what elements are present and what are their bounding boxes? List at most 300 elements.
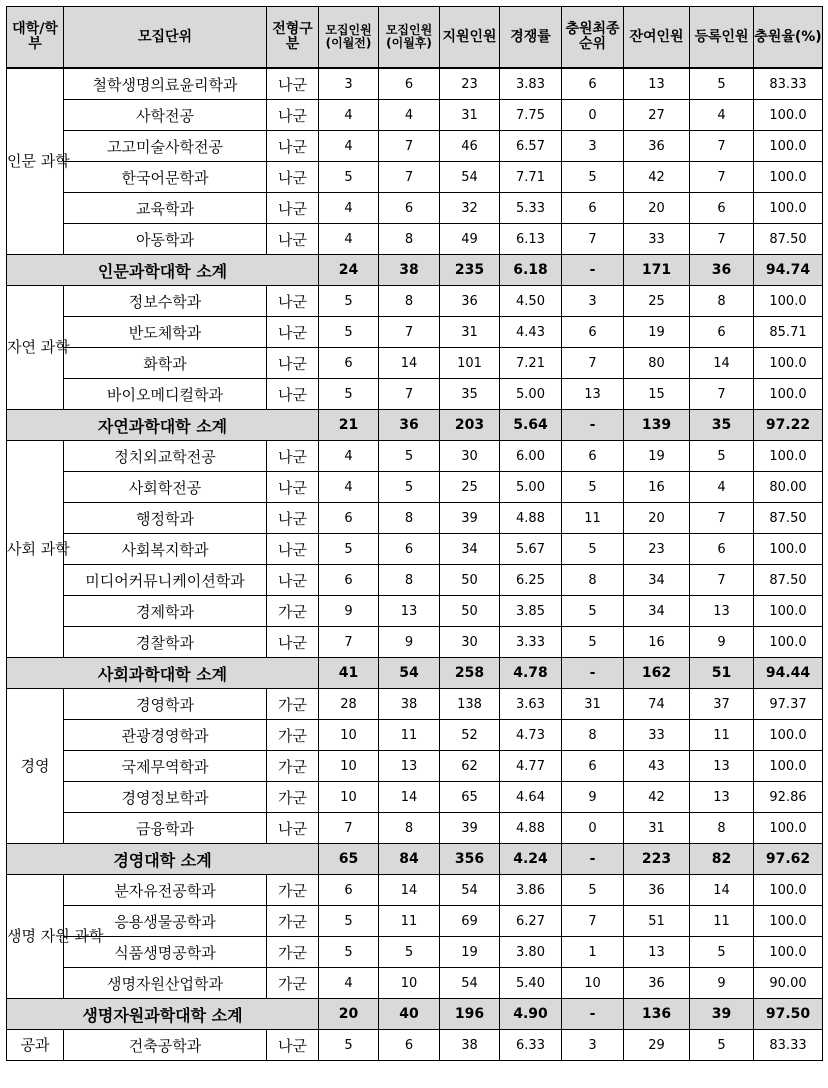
fill-rate-cell: 85.71 (754, 317, 823, 348)
fill-rate-cell: 97.22 (754, 410, 823, 441)
applicants-cell: 31 (440, 100, 500, 131)
type-cell: 가군 (267, 782, 319, 813)
fill-rate-cell: 97.62 (754, 844, 823, 875)
quota-after-cell: 14 (379, 348, 440, 379)
ratio-cell: 3.83 (500, 68, 562, 100)
applicants-cell: 65 (440, 782, 500, 813)
quota-before-cell: 3 (319, 68, 379, 100)
table-row (7, 441, 823, 472)
major-cell: 정보수학과 (64, 286, 267, 317)
fill-rate-cell: 97.50 (754, 999, 823, 1030)
major-cell: 생명자원산업학과 (64, 968, 267, 999)
applicants-cell: 36 (440, 286, 500, 317)
table-row (7, 100, 823, 131)
quota-after-cell: 84 (379, 844, 440, 875)
ratio-cell: 4.88 (500, 503, 562, 534)
applicants-cell: 19 (440, 937, 500, 968)
quota-after-cell: 7 (379, 379, 440, 410)
ratio-cell: 3.63 (500, 689, 562, 720)
ratio-cell: 4.88 (500, 813, 562, 844)
type-cell: 나군 (267, 472, 319, 503)
ratio-cell: 6.57 (500, 131, 562, 162)
type-cell: 나군 (267, 317, 319, 348)
college-cell: 생명 자원 과학 (7, 875, 64, 999)
ratio-cell: 5.64 (500, 410, 562, 441)
table-row (7, 348, 823, 379)
ratio-cell: 6.27 (500, 906, 562, 937)
major-cell: 아동학과 (64, 224, 267, 255)
enrolled-cell: 9 (690, 627, 754, 658)
table-row (7, 813, 823, 844)
type-cell: 가군 (267, 906, 319, 937)
table-row (7, 875, 823, 906)
applicants-cell: 203 (440, 410, 500, 441)
table-row (7, 224, 823, 255)
table-body (7, 68, 823, 1061)
subtotal-row (7, 844, 823, 875)
subtotal-row (7, 999, 823, 1030)
college-cell: 사회 과학 (7, 441, 64, 658)
fill-rate-cell: 83.33 (754, 68, 823, 100)
quota-before-cell: 5 (319, 1030, 379, 1061)
remaining-cell: 33 (624, 224, 690, 255)
quota-after-cell: 8 (379, 565, 440, 596)
type-cell: 나군 (267, 1030, 319, 1061)
table-row (7, 782, 823, 813)
ratio-cell: 3.86 (500, 875, 562, 906)
college-cell: 경영 (7, 689, 64, 844)
quota-after-cell: 40 (379, 999, 440, 1030)
ratio-cell: 4.64 (500, 782, 562, 813)
enrolled-cell: 11 (690, 906, 754, 937)
type-cell: 나군 (267, 286, 319, 317)
quota-after-cell: 6 (379, 68, 440, 100)
fill-rate-cell: 100.0 (754, 193, 823, 224)
type-cell: 가군 (267, 720, 319, 751)
table-row (7, 906, 823, 937)
enrolled-cell: 6 (690, 317, 754, 348)
final-rank-cell: 0 (562, 813, 624, 844)
header-applicants: 지원인원 (440, 7, 500, 69)
subtotal-row (7, 410, 823, 441)
type-cell: 나군 (267, 224, 319, 255)
fill-rate-cell: 100.0 (754, 162, 823, 193)
final-rank-cell: - (562, 999, 624, 1030)
ratio-cell: 6.25 (500, 565, 562, 596)
remaining-cell: 13 (624, 937, 690, 968)
type-cell: 나군 (267, 813, 319, 844)
ratio-cell: 6.00 (500, 441, 562, 472)
applicants-cell: 39 (440, 503, 500, 534)
table-row (7, 131, 823, 162)
fill-rate-cell: 100.0 (754, 441, 823, 472)
applicants-cell: 235 (440, 255, 500, 286)
quota-before-cell: 5 (319, 379, 379, 410)
applicants-cell: 50 (440, 565, 500, 596)
quota-before-cell: 4 (319, 441, 379, 472)
table-row (7, 472, 823, 503)
major-cell: 식품생명공학과 (64, 937, 267, 968)
quota-before-cell: 5 (319, 534, 379, 565)
final-rank-cell: 9 (562, 782, 624, 813)
header-enrolled: 등록인원 (690, 7, 754, 69)
type-cell: 나군 (267, 68, 319, 100)
quota-before-cell: 9 (319, 596, 379, 627)
final-rank-cell: 6 (562, 193, 624, 224)
fill-rate-cell: 100.0 (754, 131, 823, 162)
quota-before-cell: 41 (319, 658, 379, 689)
major-cell: 응용생물공학과 (64, 906, 267, 937)
enrolled-cell: 39 (690, 999, 754, 1030)
subtotal-row (7, 658, 823, 689)
enrolled-cell: 13 (690, 751, 754, 782)
ratio-cell: 4.90 (500, 999, 562, 1030)
applicants-cell: 38 (440, 1030, 500, 1061)
fill-rate-cell: 80.00 (754, 472, 823, 503)
remaining-cell: 139 (624, 410, 690, 441)
quota-before-cell: 28 (319, 689, 379, 720)
fill-rate-cell: 100.0 (754, 379, 823, 410)
applicants-cell: 46 (440, 131, 500, 162)
ratio-cell: 5.67 (500, 534, 562, 565)
table-row (7, 534, 823, 565)
college-cell: 인문 과학 (7, 68, 64, 255)
quota-before-cell: 5 (319, 906, 379, 937)
applicants-cell: 196 (440, 999, 500, 1030)
applicants-cell: 30 (440, 627, 500, 658)
final-rank-cell: 7 (562, 348, 624, 379)
college-cell: 공과 (7, 1030, 64, 1061)
major-cell: 미디어커뮤니케이션학과 (64, 565, 267, 596)
applicants-cell: 30 (440, 441, 500, 472)
applicants-cell: 32 (440, 193, 500, 224)
quota-after-cell: 9 (379, 627, 440, 658)
final-rank-cell: 13 (562, 379, 624, 410)
ratio-cell: 6.18 (500, 255, 562, 286)
enrolled-cell: 82 (690, 844, 754, 875)
fill-rate-cell: 100.0 (754, 627, 823, 658)
table-row (7, 565, 823, 596)
final-rank-cell: 5 (562, 534, 624, 565)
table-row (7, 627, 823, 658)
remaining-cell: 162 (624, 658, 690, 689)
type-cell: 나군 (267, 534, 319, 565)
enrolled-cell: 6 (690, 193, 754, 224)
ratio-cell: 3.80 (500, 937, 562, 968)
quota-before-cell: 20 (319, 999, 379, 1030)
header-unit: 모집단위 (64, 7, 267, 69)
fill-rate-cell: 100.0 (754, 937, 823, 968)
subtotal-row (7, 255, 823, 286)
ratio-cell: 7.75 (500, 100, 562, 131)
type-cell: 나군 (267, 565, 319, 596)
applicants-cell: 34 (440, 534, 500, 565)
table-row (7, 751, 823, 782)
fill-rate-cell: 100.0 (754, 813, 823, 844)
quota-before-cell: 7 (319, 813, 379, 844)
enrolled-cell: 11 (690, 720, 754, 751)
final-rank-cell: 5 (562, 162, 624, 193)
applicants-cell: 25 (440, 472, 500, 503)
quota-before-cell: 4 (319, 968, 379, 999)
final-rank-cell: 5 (562, 596, 624, 627)
table-row (7, 720, 823, 751)
applicants-cell: 35 (440, 379, 500, 410)
fill-rate-cell: 87.50 (754, 565, 823, 596)
major-cell: 국제무역학과 (64, 751, 267, 782)
quota-after-cell: 6 (379, 1030, 440, 1061)
final-rank-cell: 5 (562, 627, 624, 658)
remaining-cell: 74 (624, 689, 690, 720)
quota-after-cell: 5 (379, 472, 440, 503)
quota-after-cell: 36 (379, 410, 440, 441)
remaining-cell: 42 (624, 162, 690, 193)
fill-rate-cell: 87.50 (754, 224, 823, 255)
table-row (7, 286, 823, 317)
enrolled-cell: 13 (690, 596, 754, 627)
remaining-cell: 34 (624, 565, 690, 596)
remaining-cell: 27 (624, 100, 690, 131)
type-cell: 나군 (267, 441, 319, 472)
ratio-cell: 3.85 (500, 596, 562, 627)
remaining-cell: 20 (624, 193, 690, 224)
ratio-cell: 7.21 (500, 348, 562, 379)
quota-after-cell: 38 (379, 689, 440, 720)
ratio-cell: 4.73 (500, 720, 562, 751)
type-cell: 가군 (267, 689, 319, 720)
ratio-cell: 4.50 (500, 286, 562, 317)
quota-after-cell: 13 (379, 596, 440, 627)
final-rank-cell: 6 (562, 317, 624, 348)
quota-after-cell: 10 (379, 968, 440, 999)
enrolled-cell: 14 (690, 875, 754, 906)
header-row (7, 7, 823, 69)
applicants-cell: 50 (440, 596, 500, 627)
quota-before-cell: 6 (319, 565, 379, 596)
enrolled-cell: 5 (690, 68, 754, 100)
remaining-cell: 19 (624, 441, 690, 472)
enrolled-cell: 7 (690, 162, 754, 193)
remaining-cell: 29 (624, 1030, 690, 1061)
fill-rate-cell: 94.74 (754, 255, 823, 286)
quota-after-cell: 7 (379, 317, 440, 348)
type-cell: 가군 (267, 968, 319, 999)
final-rank-cell: 6 (562, 751, 624, 782)
quota-after-cell: 38 (379, 255, 440, 286)
applicants-cell: 54 (440, 162, 500, 193)
subtotal-label-cell: 사회과학대학 소계 (7, 658, 319, 689)
remaining-cell: 15 (624, 379, 690, 410)
quota-after-cell: 6 (379, 193, 440, 224)
quota-after-cell: 11 (379, 906, 440, 937)
quota-before-cell: 24 (319, 255, 379, 286)
applicants-cell: 138 (440, 689, 500, 720)
major-cell: 화학과 (64, 348, 267, 379)
applicants-cell: 52 (440, 720, 500, 751)
enrolled-cell: 13 (690, 782, 754, 813)
header-fill-rate: 충원율(%) (754, 7, 823, 69)
quota-before-cell: 6 (319, 875, 379, 906)
applicants-cell: 23 (440, 68, 500, 100)
final-rank-cell: 31 (562, 689, 624, 720)
remaining-cell: 171 (624, 255, 690, 286)
quota-after-cell: 8 (379, 503, 440, 534)
major-cell: 철학생명의료윤리학과 (64, 68, 267, 100)
final-rank-cell: 11 (562, 503, 624, 534)
major-cell: 사회복지학과 (64, 534, 267, 565)
ratio-cell: 7.71 (500, 162, 562, 193)
ratio-cell: 4.24 (500, 844, 562, 875)
enrolled-cell: 6 (690, 534, 754, 565)
quota-before-cell: 10 (319, 751, 379, 782)
ratio-cell: 6.13 (500, 224, 562, 255)
remaining-cell: 36 (624, 131, 690, 162)
major-cell: 교육학과 (64, 193, 267, 224)
fill-rate-cell: 100.0 (754, 751, 823, 782)
quota-before-cell: 6 (319, 503, 379, 534)
remaining-cell: 23 (624, 534, 690, 565)
remaining-cell: 13 (624, 68, 690, 100)
quota-before-cell: 4 (319, 193, 379, 224)
final-rank-cell: - (562, 410, 624, 441)
enrolled-cell: 7 (690, 379, 754, 410)
major-cell: 경제학과 (64, 596, 267, 627)
applicants-cell: 69 (440, 906, 500, 937)
ratio-cell: 6.33 (500, 1030, 562, 1061)
quota-after-cell: 8 (379, 286, 440, 317)
table-row (7, 68, 823, 100)
final-rank-cell: 0 (562, 100, 624, 131)
table-row (7, 937, 823, 968)
quota-after-cell: 7 (379, 162, 440, 193)
major-cell: 경찰학과 (64, 627, 267, 658)
quota-before-cell: 4 (319, 472, 379, 503)
fill-rate-cell: 100.0 (754, 534, 823, 565)
quota-after-cell: 54 (379, 658, 440, 689)
major-cell: 관광경영학과 (64, 720, 267, 751)
table-row (7, 193, 823, 224)
remaining-cell: 42 (624, 782, 690, 813)
enrolled-cell: 35 (690, 410, 754, 441)
final-rank-cell: 3 (562, 1030, 624, 1061)
quota-after-cell: 8 (379, 813, 440, 844)
enrolled-cell: 7 (690, 224, 754, 255)
remaining-cell: 223 (624, 844, 690, 875)
quota-before-cell: 10 (319, 782, 379, 813)
ratio-cell: 5.00 (500, 379, 562, 410)
remaining-cell: 136 (624, 999, 690, 1030)
type-cell: 나군 (267, 503, 319, 534)
final-rank-cell: 6 (562, 441, 624, 472)
subtotal-label-cell: 생명자원과학대학 소계 (7, 999, 319, 1030)
final-rank-cell: 6 (562, 68, 624, 100)
major-cell: 고고미술사학전공 (64, 131, 267, 162)
major-cell: 금융학과 (64, 813, 267, 844)
ratio-cell: 5.33 (500, 193, 562, 224)
college-cell: 자연 과학 (7, 286, 64, 410)
remaining-cell: 51 (624, 906, 690, 937)
remaining-cell: 36 (624, 968, 690, 999)
quota-before-cell: 5 (319, 937, 379, 968)
fill-rate-cell: 97.37 (754, 689, 823, 720)
table-row (7, 596, 823, 627)
quota-after-cell: 5 (379, 937, 440, 968)
remaining-cell: 19 (624, 317, 690, 348)
quota-before-cell: 4 (319, 131, 379, 162)
quota-before-cell: 5 (319, 286, 379, 317)
quota-after-cell: 5 (379, 441, 440, 472)
ratio-cell: 3.33 (500, 627, 562, 658)
table-row (7, 968, 823, 999)
enrolled-cell: 5 (690, 937, 754, 968)
applicants-cell: 49 (440, 224, 500, 255)
type-cell: 가군 (267, 875, 319, 906)
type-cell: 나군 (267, 348, 319, 379)
header-type: 전형구분 (267, 7, 319, 69)
quota-before-cell: 21 (319, 410, 379, 441)
type-cell: 나군 (267, 131, 319, 162)
applicants-cell: 54 (440, 875, 500, 906)
quota-after-cell: 6 (379, 534, 440, 565)
remaining-cell: 80 (624, 348, 690, 379)
table-row (7, 162, 823, 193)
final-rank-cell: - (562, 255, 624, 286)
final-rank-cell: - (562, 658, 624, 689)
remaining-cell: 34 (624, 596, 690, 627)
major-cell: 사회학전공 (64, 472, 267, 503)
table-row (7, 689, 823, 720)
quota-before-cell: 4 (319, 100, 379, 131)
quota-before-cell: 6 (319, 348, 379, 379)
ratio-cell: 4.77 (500, 751, 562, 782)
quota-before-cell: 5 (319, 317, 379, 348)
table-row (7, 379, 823, 410)
enrolled-cell: 51 (690, 658, 754, 689)
type-cell: 나군 (267, 162, 319, 193)
admissions-table (6, 6, 823, 1061)
subtotal-label-cell: 자연과학대학 소계 (7, 410, 319, 441)
enrolled-cell: 37 (690, 689, 754, 720)
final-rank-cell: 7 (562, 906, 624, 937)
ratio-cell: 4.43 (500, 317, 562, 348)
major-cell: 정치외교학전공 (64, 441, 267, 472)
quota-before-cell: 4 (319, 224, 379, 255)
enrolled-cell: 5 (690, 1030, 754, 1061)
ratio-cell: 5.40 (500, 968, 562, 999)
fill-rate-cell: 90.00 (754, 968, 823, 999)
major-cell: 분자유전공학과 (64, 875, 267, 906)
enrolled-cell: 4 (690, 100, 754, 131)
fill-rate-cell: 83.33 (754, 1030, 823, 1061)
fill-rate-cell: 100.0 (754, 720, 823, 751)
quota-before-cell: 7 (319, 627, 379, 658)
remaining-cell: 31 (624, 813, 690, 844)
major-cell: 반도체학과 (64, 317, 267, 348)
applicants-cell: 54 (440, 968, 500, 999)
enrolled-cell: 8 (690, 813, 754, 844)
quota-after-cell: 4 (379, 100, 440, 131)
header-final-rank: 충원최종순위 (562, 7, 624, 69)
final-rank-cell: - (562, 844, 624, 875)
subtotal-label-cell: 경영대학 소계 (7, 844, 319, 875)
header-college: 대학/학부 (7, 7, 64, 69)
quota-after-cell: 7 (379, 131, 440, 162)
fill-rate-cell: 100.0 (754, 100, 823, 131)
quota-after-cell: 14 (379, 782, 440, 813)
fill-rate-cell: 87.50 (754, 503, 823, 534)
header-quota-before: 모집인원(이월전) (319, 7, 379, 69)
enrolled-cell: 9 (690, 968, 754, 999)
